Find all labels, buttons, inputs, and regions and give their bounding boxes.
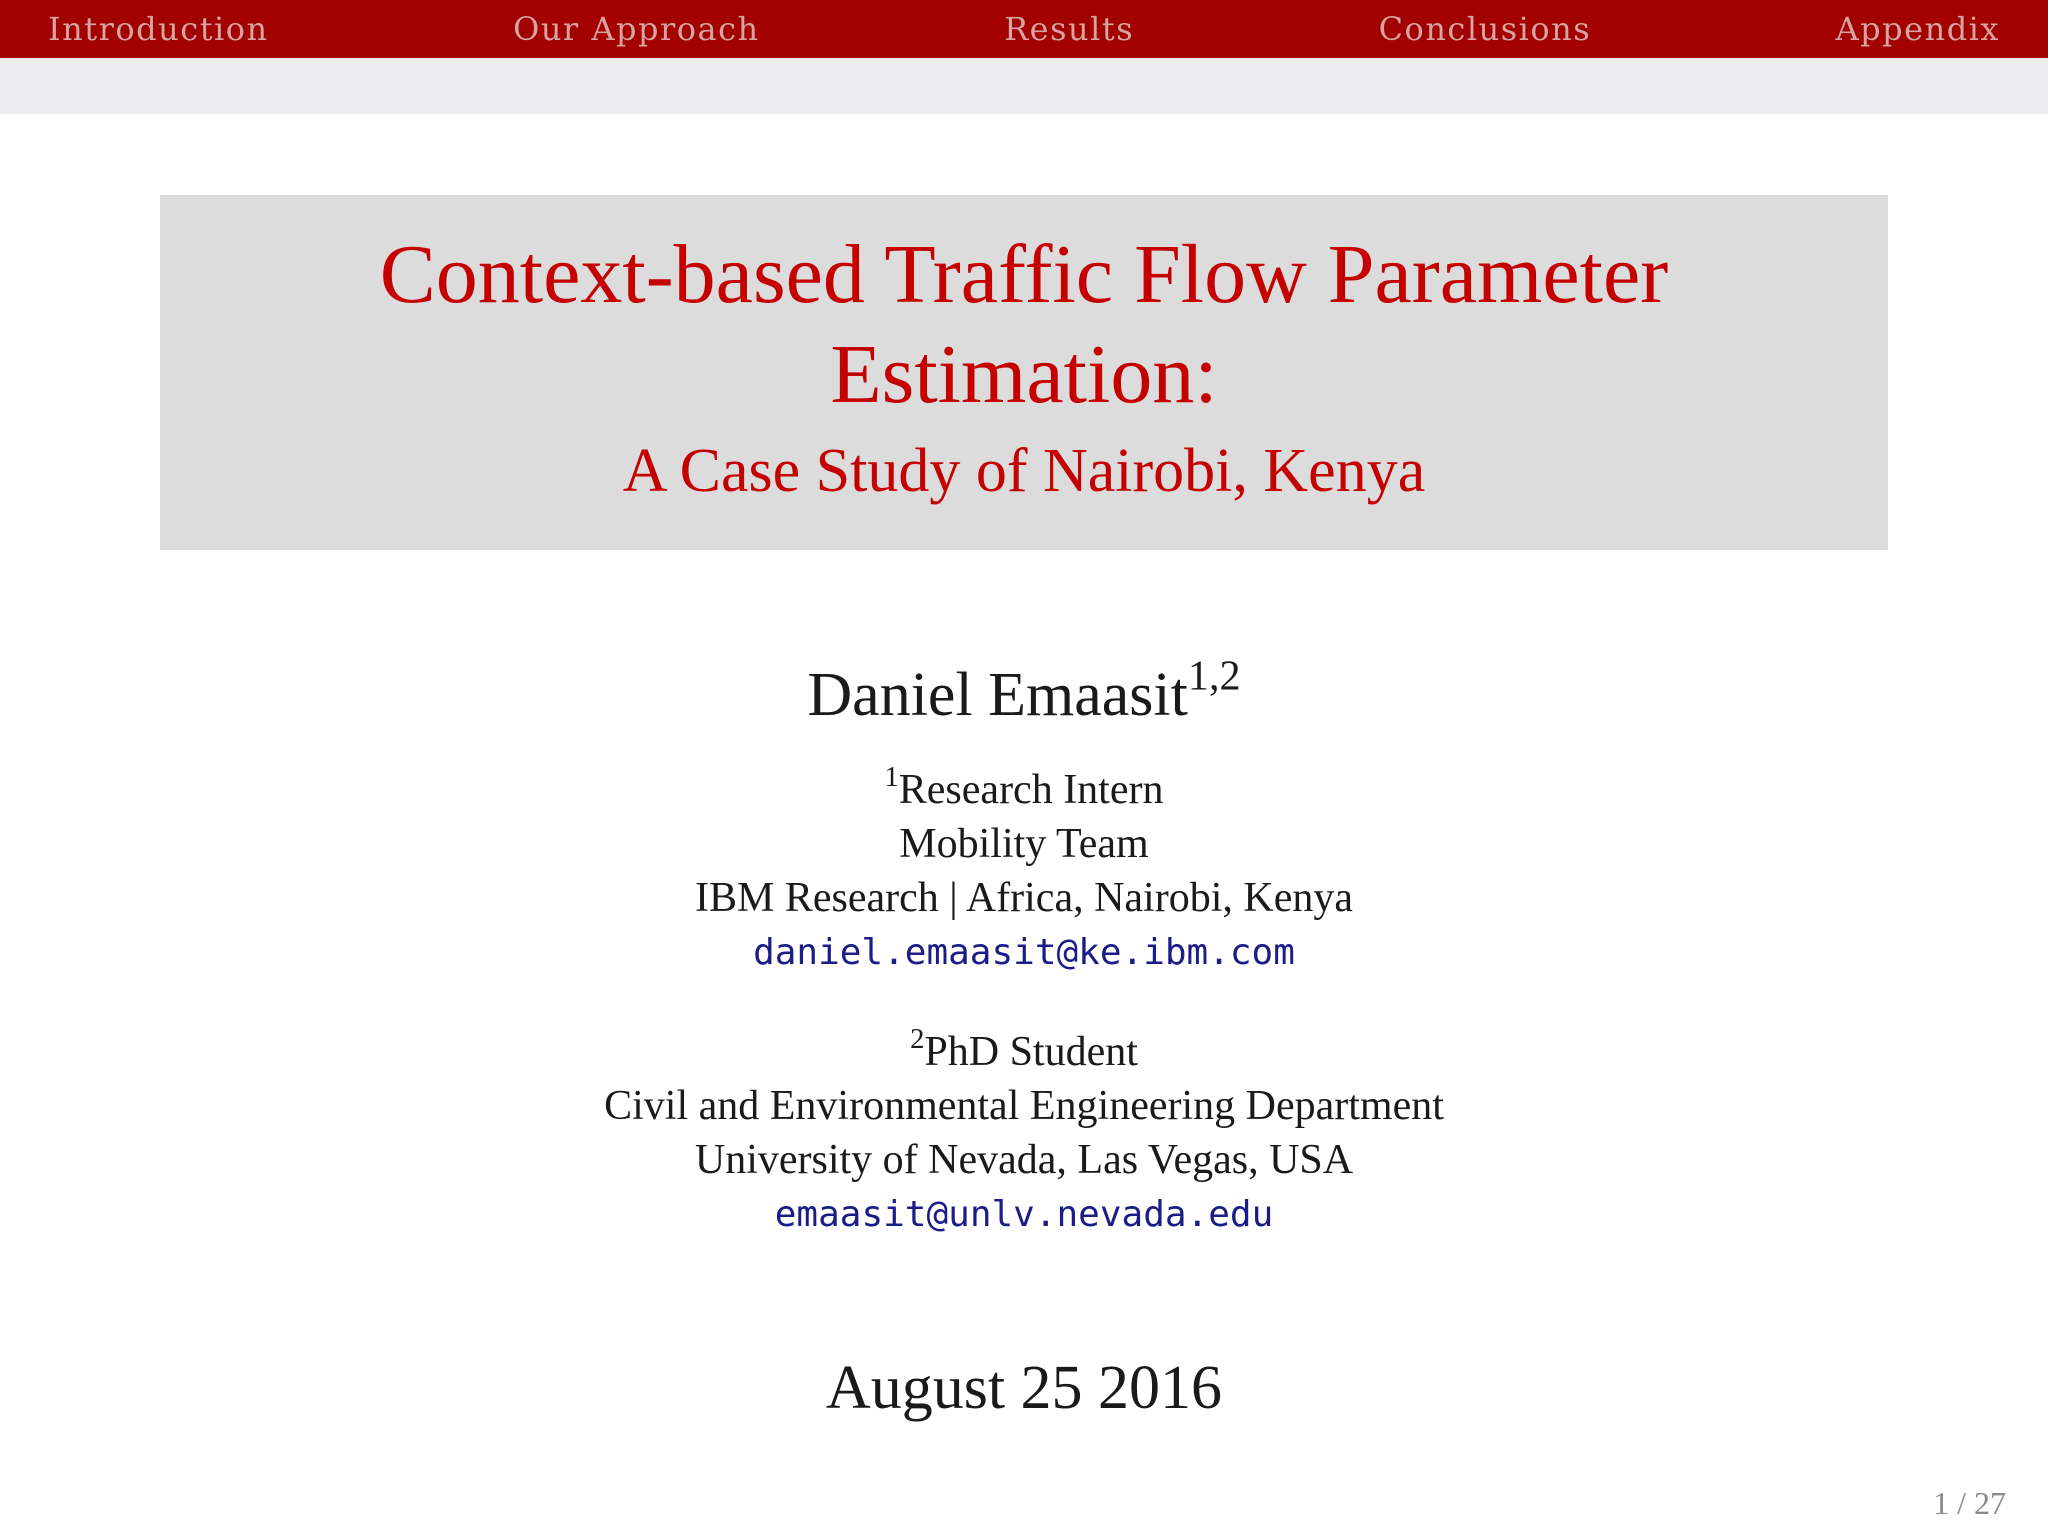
nav-item-appendix[interactable]: Appendix bbox=[1835, 10, 2000, 48]
affiliation-1 bbox=[0, 763, 2048, 981]
slide-subtitle: A Case Study of Nairobi, Kenya bbox=[622, 437, 1426, 505]
presentation-date: August 25 2016 bbox=[825, 1354, 1223, 1422]
affiliation-2-department: Civil and Environmental Engineering Department bbox=[604, 1083, 1444, 1129]
nav-item-introduction[interactable]: Introduction bbox=[48, 10, 269, 48]
affiliation-1-team: Mobility Team bbox=[899, 821, 1149, 867]
affiliation-1-org: IBM Research | Africa, Nairobi, Kenya bbox=[694, 875, 1353, 921]
title-block bbox=[160, 195, 1888, 550]
affiliation-2-mark: 2 bbox=[910, 1023, 925, 1055]
affiliation-2 bbox=[0, 1025, 2048, 1243]
nav-item-results[interactable]: Results bbox=[1004, 10, 1135, 48]
slide-title: Context-based Traffic Flow Parameter Estimation: bbox=[379, 228, 1669, 421]
author-block bbox=[0, 652, 2048, 1243]
page-number: 1 / 27 bbox=[1933, 1485, 2006, 1521]
affiliation-1-email-link[interactable]: daniel.emaasit@ke.ibm.com bbox=[753, 932, 1295, 973]
section-navigation-bar bbox=[0, 0, 2048, 58]
author-affiliation-marks: 1,2 bbox=[1187, 652, 1241, 700]
affiliation-1-role-line bbox=[0, 763, 2048, 817]
nav-item-conclusions[interactable]: Conclusions bbox=[1378, 10, 1592, 48]
affiliation-2-email-link[interactable]: emaasit@unlv.nevada.edu bbox=[774, 1194, 1274, 1235]
affiliation-2-role: PhD Student bbox=[924, 1029, 1138, 1075]
subsection-bar bbox=[0, 58, 2048, 114]
affiliation-1-role: Research Intern bbox=[898, 767, 1164, 813]
author-name: Daniel Emaasit bbox=[807, 661, 1188, 729]
nav-item-our-approach[interactable]: Our Approach bbox=[513, 10, 760, 48]
author-name-line bbox=[0, 652, 2048, 735]
affiliation-2-role-line bbox=[0, 1025, 2048, 1079]
affiliation-2-org: University of Nevada, Las Vegas, USA bbox=[694, 1137, 1354, 1183]
affiliation-1-mark: 1 bbox=[884, 761, 899, 793]
